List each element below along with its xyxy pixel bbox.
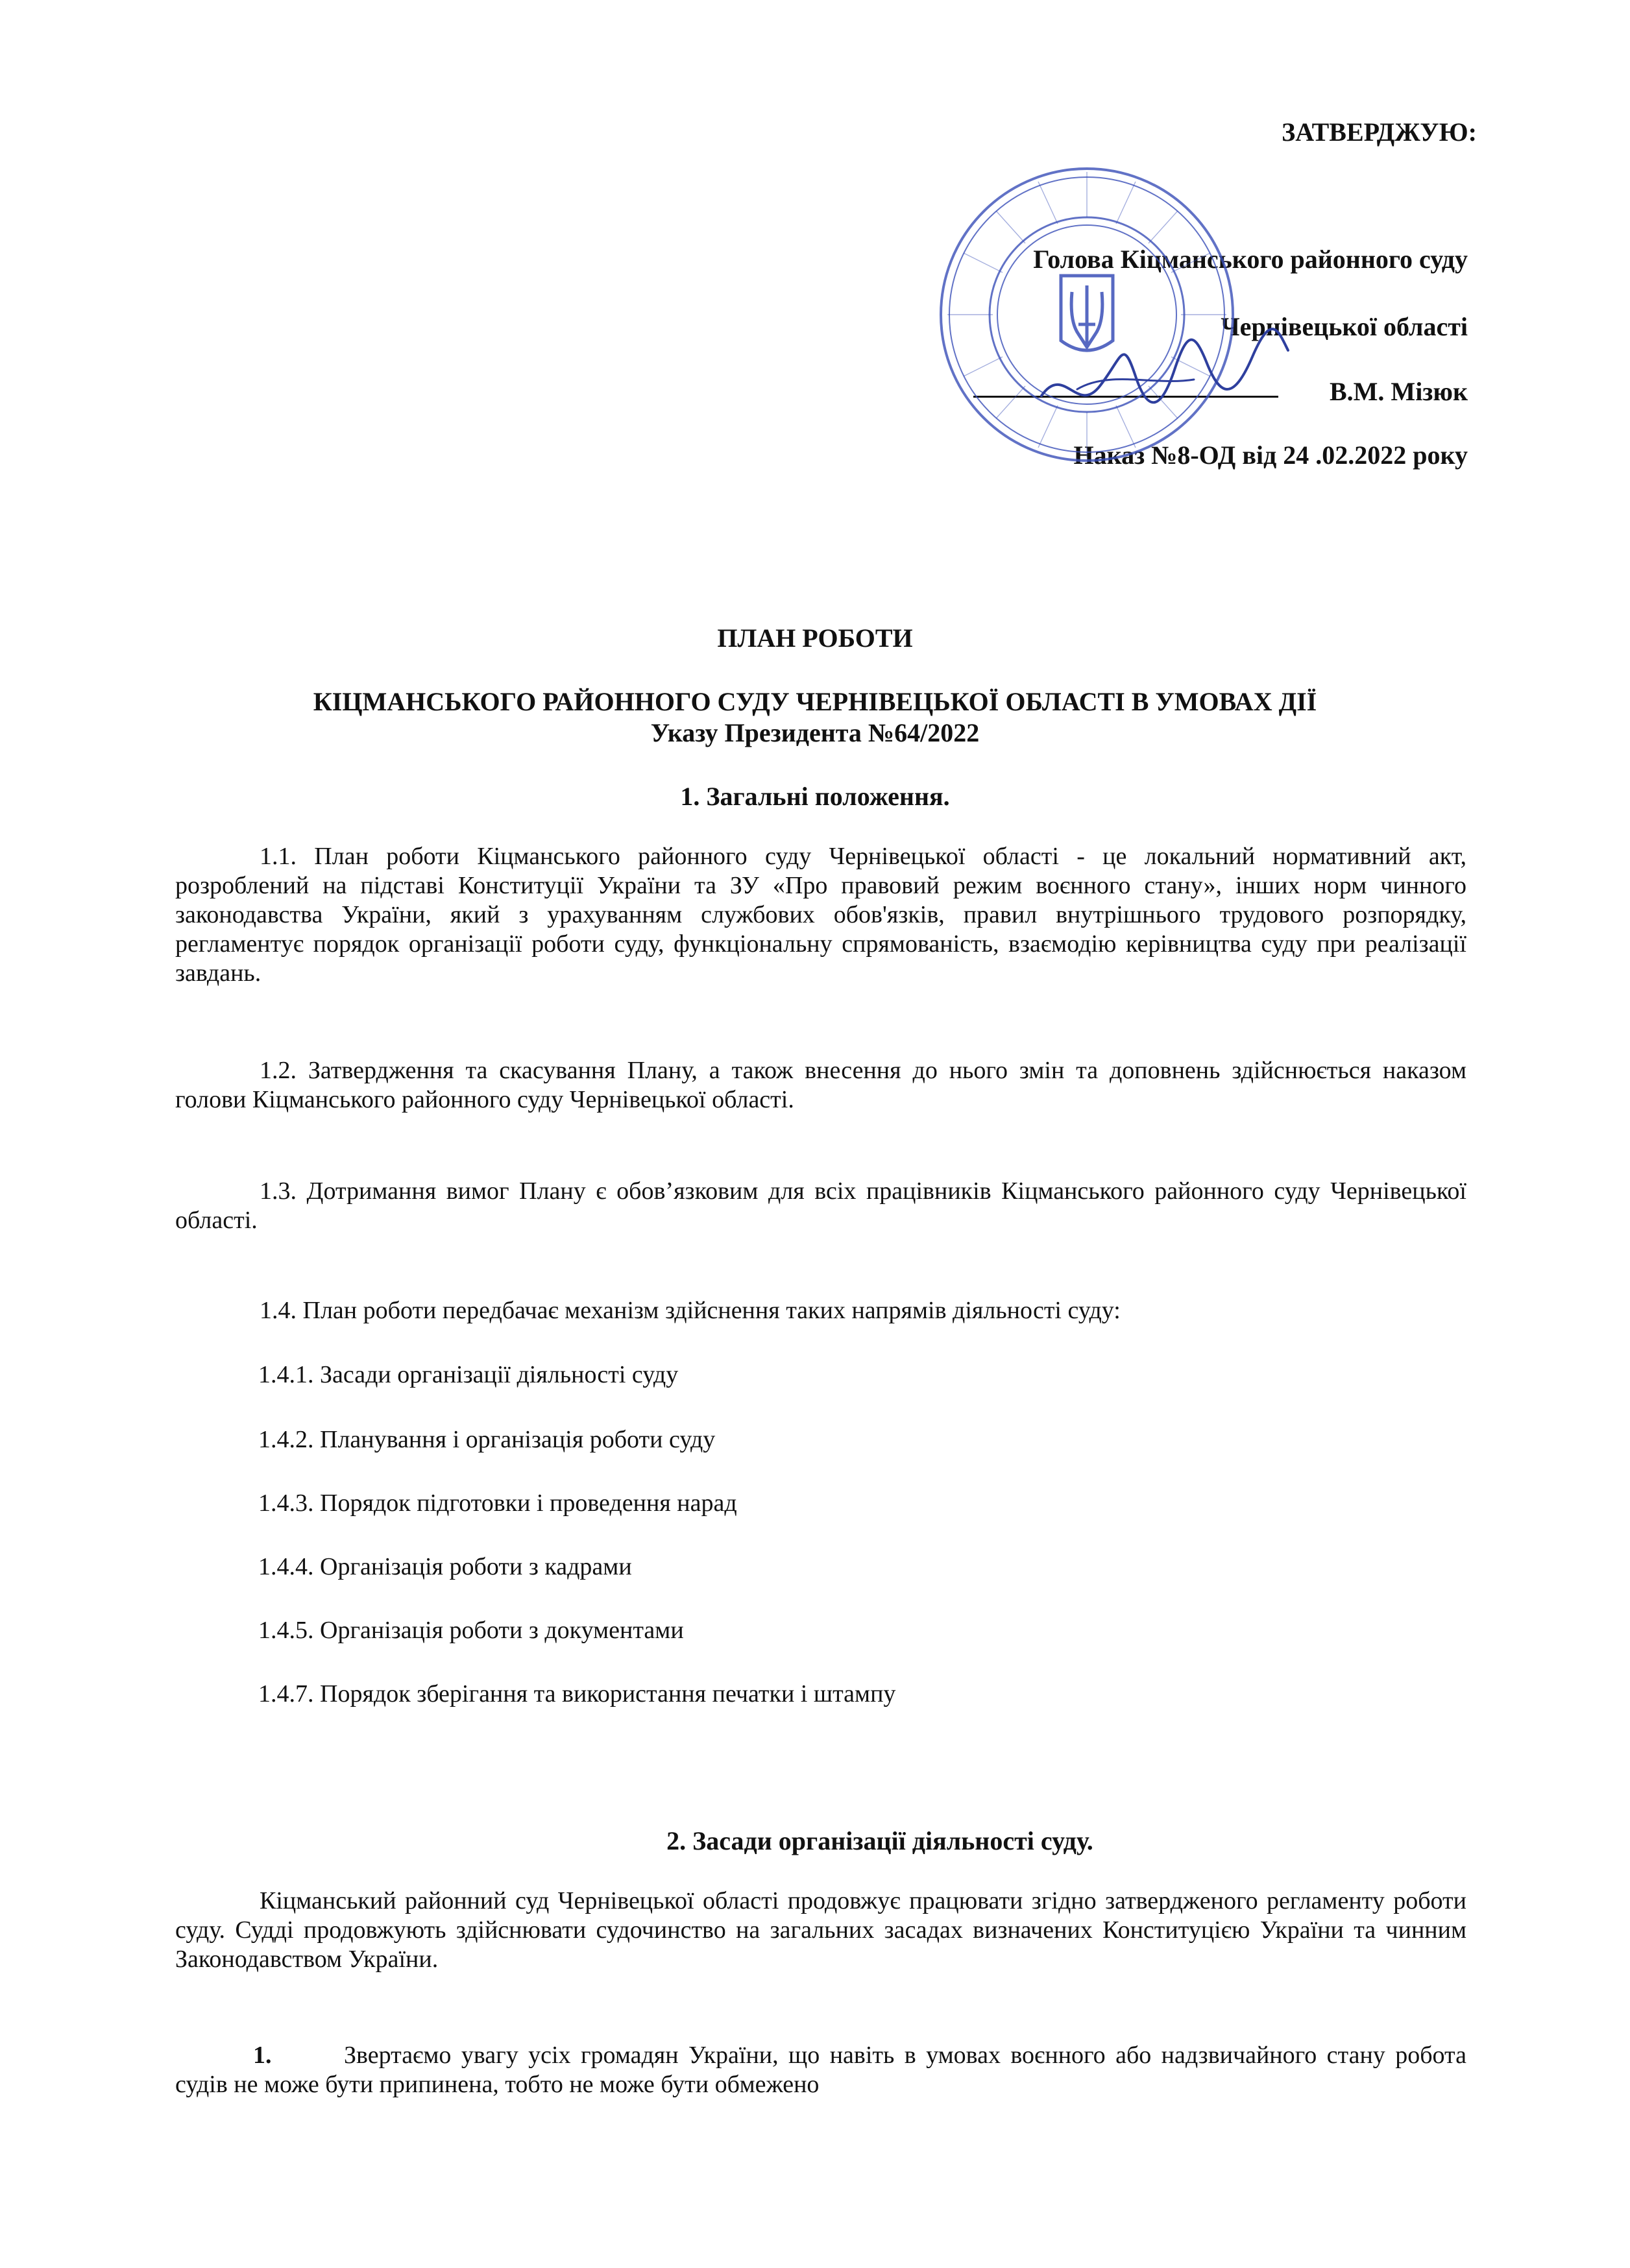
paragraph-text: Звертаємо увагу усіх громадян України, що навіть в умовах воєнного або надзвичайного стану робота судів не може бути припинена, тобто не може бути обмежено <box>175 2042 1466 2098</box>
list-item: 1.4.1. Засади організації діяльності суду <box>258 1361 679 1388</box>
approver-position-line2: Чернівецької області <box>1221 312 1468 341</box>
paragraph-1-3: 1.3. Дотримання вимог Плану є обов’язковим для всіх працівників Кіцманського районного суду Чернівецької області. <box>175 1177 1466 1234</box>
list-item: 1.4.3. Порядок підготовки і проведення нарад <box>258 1490 737 1517</box>
section2-heading: 2. Засади організації діяльності суду. <box>666 1826 1093 1855</box>
paragraph-1-2: 1.2. Затвердження та скасування Плану, а також внесення до нього змін та доповнень здійснюється наказом голови Кіцманського районного суду Чернівецької області. <box>175 1057 1466 1113</box>
approver-name: В.М. Мізюк <box>1330 377 1468 406</box>
list-item: 1.4.7. Порядок зберігання та використання печатки і штампу <box>258 1680 896 1707</box>
paragraph-2-1 <box>175 2041 1466 2099</box>
document-title: ПЛАН РОБОТИ <box>717 623 913 653</box>
order-reference: Наказ №8-ОД від 24 .02.2022 року <box>1073 440 1468 470</box>
list-item: 1.4.2. Планування і організація роботи суду <box>258 1426 716 1453</box>
paragraph-number: 1. <box>253 2042 272 2069</box>
paragraph-1-1: 1.1. План роботи Кіцманського районного суду Чернівецької області - це локальний нормативний акт, розроблений на підставі Конституції України та ЗУ «Про правовий режим воєнного стану», інших норм чинного законодавства України, який з урахуванням службових обов'язків, правил внутрішнього трудового розпорядку, регламентує порядок організації роботи суду, функціональну спрямованість, взаємодію керівництва суду при реалізації завдань. <box>175 843 1466 987</box>
paragraph-2-intro: Кіцманський районний суд Чернівецької області продовжує працювати згідно затвердженого регламенту роботи суду. Судді продовжують здійснювати судочинство на загальних засадах визначених Конституцією України та чинним Законодавством України. <box>175 1887 1466 1973</box>
approval-heading: ЗАТВЕРДЖУЮ: <box>1282 117 1477 147</box>
document-subtitle-decree: Указу Президента №64/2022 <box>650 718 980 747</box>
list-item: 1.4.4. Організація роботи з кадрами <box>258 1553 632 1580</box>
handwritten-signature <box>1038 324 1291 422</box>
section1-heading: 1. Загальні положення. <box>680 782 950 811</box>
paragraph-1-4: 1.4. План роботи передбачає механізм здійснення таких напрямів діяльності суду: <box>260 1297 1121 1324</box>
list-item: 1.4.5. Організація роботи з документами <box>258 1617 684 1644</box>
approver-position-line1: Голова Кіцманського районного суду <box>1033 245 1468 274</box>
document-subtitle: КІЦМАНСЬКОГО РАЙОННОГО СУДУ ЧЕРНІВЕЦЬКОЇ ОБЛАСТІ В УМОВАХ ДІЇ <box>313 687 1317 716</box>
